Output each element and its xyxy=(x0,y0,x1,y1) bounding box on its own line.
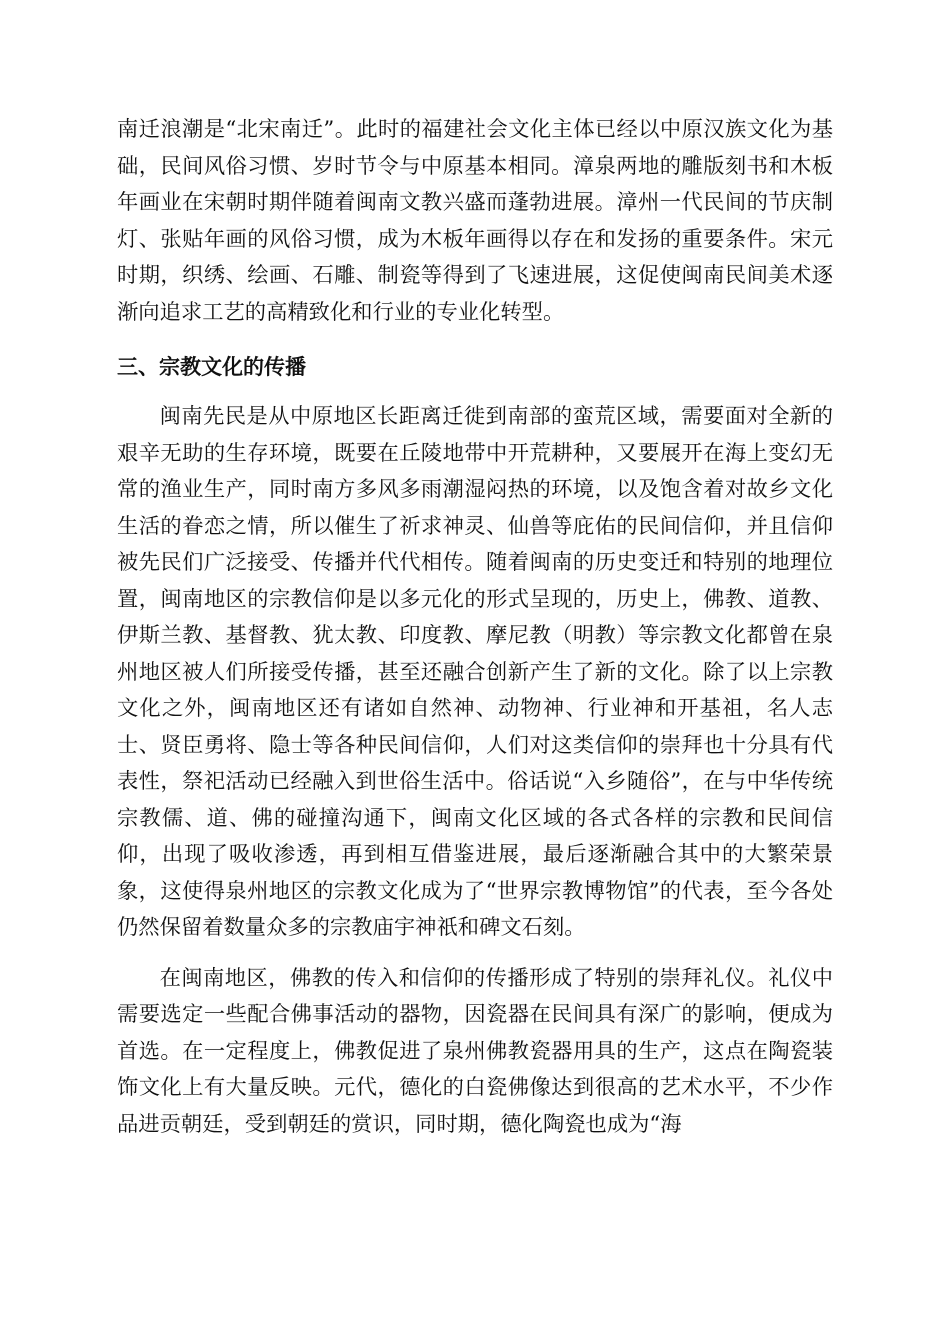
section-heading: 三、宗教文化的传播 xyxy=(117,355,306,379)
document-page xyxy=(117,112,833,1143)
paragraph-buddhism: 在闽南地区，佛教的传入和信仰的传播形成了特别的崇拜礼仪。礼仪中需要选定一些配合佛事活动的器物，因瓷器在民间具有深广的影响，便成为首选。在一定程度上，佛教促进了泉州佛教瓷器用具的生产，这点在陶瓷装饰文化上有大量反映。元代，德化的白瓷佛像达到很高的艺术水平，不少作品进贡朝廷，受到朝廷的赏识，同时期，德化陶瓷也成为“海 xyxy=(117,965,833,1137)
paragraph-religion-spread: 闽南先民是从中原地区长距离迁徙到南部的蛮荒区域，需要面对全新的艰辛无助的生存环境，既要在丘陵地带中开荒耕种，又要展开在海上变幻无常的渔业生产，同时南方多风多雨潮湿闷热的环境，以及饱含着对故乡文化生活的眷恋之情，所以催生了祈求神灵、仙兽等庇佑的民间信仰，并且信仰被先民们广泛接受、传播并代代相传。随着闽南的历史变迁和特别的地理位置，闽南地区的宗教信仰是以多元化的形式呈现的，历史上，佛教、道教、伊斯兰教、基督教、犹太教、印度教、摩尼教（明教）等宗教文化都曾在泉州地区被人们所接受传播，甚至还融合创新产生了新的文化。除了以上宗教文化之外，闽南地区还有诸如自然神、动物神、行业神和开基祖，名人志士、贤臣勇将、隐士等各种民间信仰，人们对这类信仰的崇拜也十分具有代表性，祭祀活动已经融入到世俗生活中。俗话说“入乡随俗”，在与中华传统宗教儒、道、佛的碰撞沟通下，闽南文化区域的各式各样的宗教和民间信仰，出现了吸收渗透，再到相互借鉴进展，最后逐渐融合其中的大繁荣景象，这使得泉州地区的宗教文化成为了“世界宗教博物馆”的代表，至今各处仍然保留着数量众多的宗教庙宇神祇和碑文石刻。 xyxy=(117,404,833,940)
continued-paragraph: 南迁浪潮是“北宋南迁”。此时的福建社会文化主体已经以中原汉族文化为基础，民间风俗习惯、岁时节令与中原基本相同。漳泉两地的雕版刻书和木板年画业在宋朝时期伴随着闽南文教兴盛而蓬勃进展。漳州一代民间的节庆制灯、张贴年画的风俗习惯，成为木板年画得以存在和发扬的重要条件。宋元时期，织绣、绘画、石雕、制瓷等得到了飞速进展，这促使闽南民间美术逐渐向追求工艺的高精致化和行业的专业化转型。 xyxy=(117,117,833,325)
